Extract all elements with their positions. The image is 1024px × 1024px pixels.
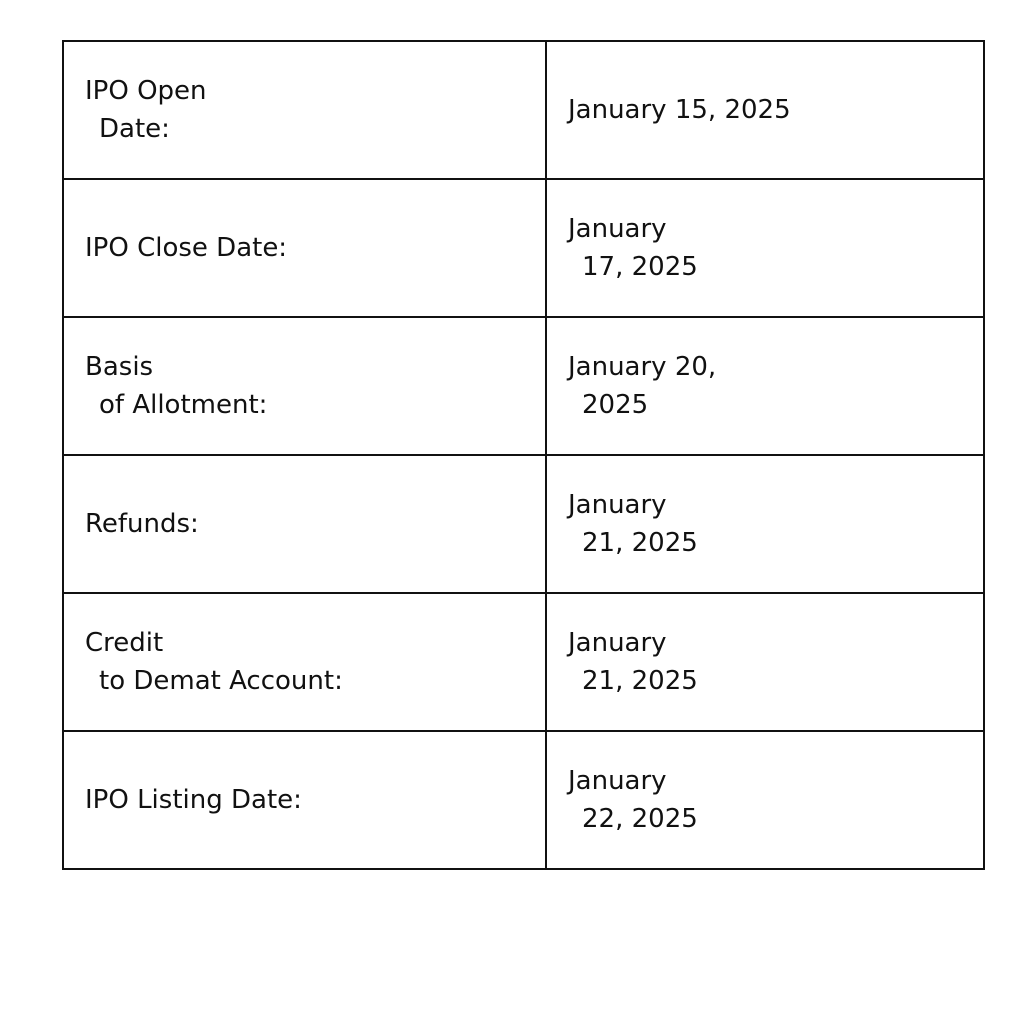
table-row xyxy=(63,731,984,869)
refunds-value: January 21, 2025 xyxy=(546,455,984,593)
basis-of-allotment-value: January 20, 2025 xyxy=(546,317,984,455)
refunds-label: Refunds: xyxy=(63,455,546,593)
ipo-open-date-value: January 15, 2025 xyxy=(546,41,984,179)
ipo-schedule-table xyxy=(62,40,985,870)
table-row xyxy=(63,593,984,731)
ipo-open-date-label: IPO Open Date: xyxy=(63,41,546,179)
table-row xyxy=(63,455,984,593)
credit-to-demat-value: January 21, 2025 xyxy=(546,593,984,731)
ipo-close-date-label: IPO Close Date: xyxy=(63,179,546,317)
table-row xyxy=(63,179,984,317)
ipo-listing-date-label: IPO Listing Date: xyxy=(63,731,546,869)
credit-to-demat-label: Credit to Demat Account: xyxy=(63,593,546,731)
table-row xyxy=(63,317,984,455)
table-row xyxy=(63,41,984,179)
basis-of-allotment-label: Basis of Allotment: xyxy=(63,317,546,455)
ipo-close-date-value: January 17, 2025 xyxy=(546,179,984,317)
ipo-listing-date-value: January 22, 2025 xyxy=(546,731,984,869)
